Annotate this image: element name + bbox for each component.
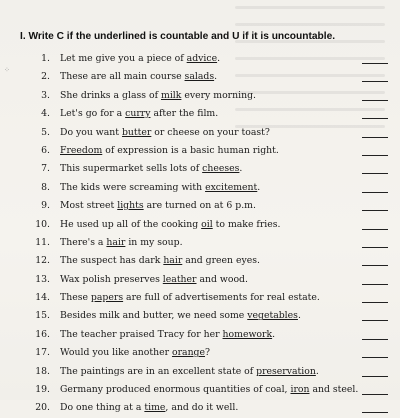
item-sentence	[60, 160, 242, 178]
item-sentence	[60, 307, 301, 325]
underlined-word: iron	[290, 384, 310, 396]
exercise-item	[28, 399, 388, 417]
item-sentence	[60, 87, 256, 105]
exercise-item	[28, 197, 388, 215]
sentence-text: ?	[205, 347, 210, 359]
answer-blank[interactable]	[362, 192, 388, 193]
underlined-word: curry	[125, 108, 151, 120]
answer-blank[interactable]	[362, 137, 388, 138]
exercise-item	[28, 179, 388, 197]
sentence-text: Germany produced enormous quantities of coal,	[60, 384, 291, 396]
exercise-item	[28, 307, 388, 325]
underlined-word: salads	[184, 71, 215, 83]
underlined-word: homework	[222, 328, 273, 340]
exercise-item	[28, 234, 388, 252]
sentence-text: There's a	[60, 236, 107, 248]
sentence-text: , and do it well.	[165, 402, 239, 414]
item-number: 1.	[41, 53, 50, 64]
sentence-text: .	[257, 181, 261, 193]
item-number: 2.	[41, 71, 50, 83]
item-number: 11.	[35, 236, 50, 248]
underlined-word: hair	[106, 236, 126, 248]
sentence-text: and steel.	[309, 384, 359, 396]
sentence-text: Most street	[60, 200, 118, 212]
sentence-text: The paintings are in an excellent state of	[60, 365, 257, 377]
answer-blank[interactable]	[362, 412, 388, 413]
sentence-text: Wax polish preserves	[60, 273, 163, 285]
underlined-word: papers	[90, 292, 124, 304]
item-number: 8.	[41, 181, 50, 193]
underlined-word: excitement	[205, 181, 258, 193]
item-number: 20.	[35, 402, 50, 414]
underlined-word: lights	[117, 200, 144, 212]
item-number: 9.	[41, 200, 50, 212]
exercise-item	[28, 87, 388, 105]
sentence-text: Besides milk and butter, we need some	[60, 310, 248, 322]
sentence-text: She drinks a glass of	[60, 89, 161, 101]
sentence-text: He used up all of the cooking	[60, 218, 202, 230]
sentence-text: Do you want	[60, 126, 122, 138]
answer-blank[interactable]	[362, 394, 388, 395]
sentence-text: Do one thing at a	[60, 402, 145, 414]
answer-blank[interactable]	[362, 173, 388, 174]
sentence-text: .	[214, 71, 218, 83]
underlined-word: vegetables	[247, 310, 298, 322]
exercise-item	[28, 344, 388, 362]
sentence-text: are full of advertisements for real estate.	[123, 292, 320, 304]
item-number: 18.	[35, 365, 50, 377]
sentence-text: of expression is a basic human right.	[102, 144, 279, 156]
exercise-item	[28, 142, 388, 160]
answer-blank[interactable]	[362, 118, 388, 119]
exercise-item	[28, 252, 388, 270]
exercise-item	[28, 271, 388, 289]
answer-blank[interactable]	[362, 155, 388, 156]
answer-blank[interactable]	[362, 339, 388, 340]
exercise-item	[28, 160, 388, 178]
sentence-text: in my soup.	[125, 236, 183, 248]
item-sentence	[60, 142, 279, 160]
exercise-item	[28, 105, 388, 123]
underlined-word: cheeses	[202, 163, 240, 175]
item-number: 4.	[41, 108, 50, 120]
exercise-item	[28, 50, 388, 68]
answer-blank[interactable]	[362, 63, 388, 64]
sentence-text: The kids were screaming with	[60, 181, 206, 193]
item-number: 6.	[41, 144, 50, 156]
sentence-text: .	[315, 365, 319, 377]
sentence-text: .	[297, 310, 301, 322]
sentence-text: These	[60, 292, 91, 304]
item-sentence	[60, 381, 358, 399]
underlined-word: orange	[171, 347, 206, 359]
item-sentence	[60, 252, 260, 270]
sentence-text: and green eyes.	[182, 255, 260, 267]
sentence-text: or cheese on your toast?	[151, 126, 270, 138]
item-sentence	[60, 399, 238, 417]
underlined-word: milk	[161, 89, 182, 101]
item-number: 19.	[35, 384, 50, 396]
item-number: 15.	[35, 310, 50, 322]
underlined-word: advice	[186, 53, 218, 64]
sentence-text: The teacher praised Tracy for her	[60, 328, 223, 340]
exercise-item	[28, 124, 388, 142]
answer-blank[interactable]	[362, 376, 388, 377]
exercise-item	[28, 381, 388, 399]
item-number: 16.	[35, 328, 50, 340]
item-number: 10.	[35, 218, 50, 230]
answer-blank[interactable]	[362, 100, 388, 101]
sentence-text: and wood.	[196, 273, 248, 285]
sentence-text: These are all main course	[60, 71, 185, 83]
exercise-title: I. Write C if the underlined is countable and U if it is uncountable.	[20, 31, 336, 42]
item-sentence	[60, 50, 220, 68]
item-sentence	[60, 326, 275, 344]
underlined-word: leather	[162, 273, 197, 285]
underlined-word: time	[144, 402, 166, 414]
item-sentence	[60, 179, 260, 197]
exercise-item	[28, 216, 388, 234]
sentence-text: Let's go for a	[60, 108, 126, 120]
underlined-word: preservation	[256, 365, 316, 377]
exercise-item	[28, 326, 388, 344]
underlined-word: butter	[121, 126, 152, 138]
underlined-word: oil	[201, 218, 213, 230]
answer-blank[interactable]	[362, 302, 388, 303]
answer-blank[interactable]	[362, 357, 388, 358]
sentence-text: every morning.	[181, 89, 256, 101]
sentence-text: to make fries.	[212, 218, 281, 230]
item-sentence	[60, 289, 320, 307]
answer-blank[interactable]	[362, 210, 388, 211]
item-sentence	[60, 124, 270, 142]
item-sentence	[60, 271, 248, 289]
item-number: 7.	[41, 163, 50, 175]
underlined-word: hair	[163, 255, 183, 267]
answer-blank[interactable]	[362, 229, 388, 230]
answer-blank[interactable]	[362, 284, 388, 285]
item-sentence	[60, 363, 319, 381]
item-number: 5.	[41, 126, 50, 138]
answer-blank[interactable]	[362, 320, 388, 321]
item-number: 3.	[41, 89, 50, 101]
item-sentence	[60, 197, 256, 215]
sentence-text: Would you like another	[60, 347, 172, 359]
exercise-item	[28, 289, 388, 307]
item-sentence	[60, 68, 217, 86]
sentence-text: .	[217, 53, 221, 64]
sentence-text: .	[239, 163, 243, 175]
sentence-text: Let me give you a piece of	[60, 53, 187, 64]
item-number: 14.	[35, 292, 50, 304]
sentence-text: .	[272, 328, 276, 340]
item-number: 17.	[35, 347, 50, 359]
item-number: 12.	[35, 255, 50, 267]
answer-blank[interactable]	[362, 81, 388, 82]
exercise-list	[28, 50, 388, 418]
item-sentence	[60, 344, 210, 362]
answer-blank[interactable]	[362, 265, 388, 266]
item-sentence	[60, 105, 218, 123]
sentence-text: are turned on at 6 p.m.	[143, 200, 256, 212]
exercise-item	[28, 68, 388, 86]
item-sentence	[60, 234, 183, 252]
sentence-text: This supermarket sells lots of	[60, 163, 203, 175]
underlined-word: Freedom	[60, 144, 103, 156]
item-number: 13.	[35, 273, 50, 285]
sentence-text: after the film.	[150, 108, 219, 120]
item-sentence	[60, 216, 280, 234]
answer-blank[interactable]	[362, 247, 388, 248]
exercise-item	[28, 363, 388, 381]
margin-mark: ⁘	[4, 66, 10, 74]
sentence-text: The suspect has dark	[60, 255, 164, 267]
